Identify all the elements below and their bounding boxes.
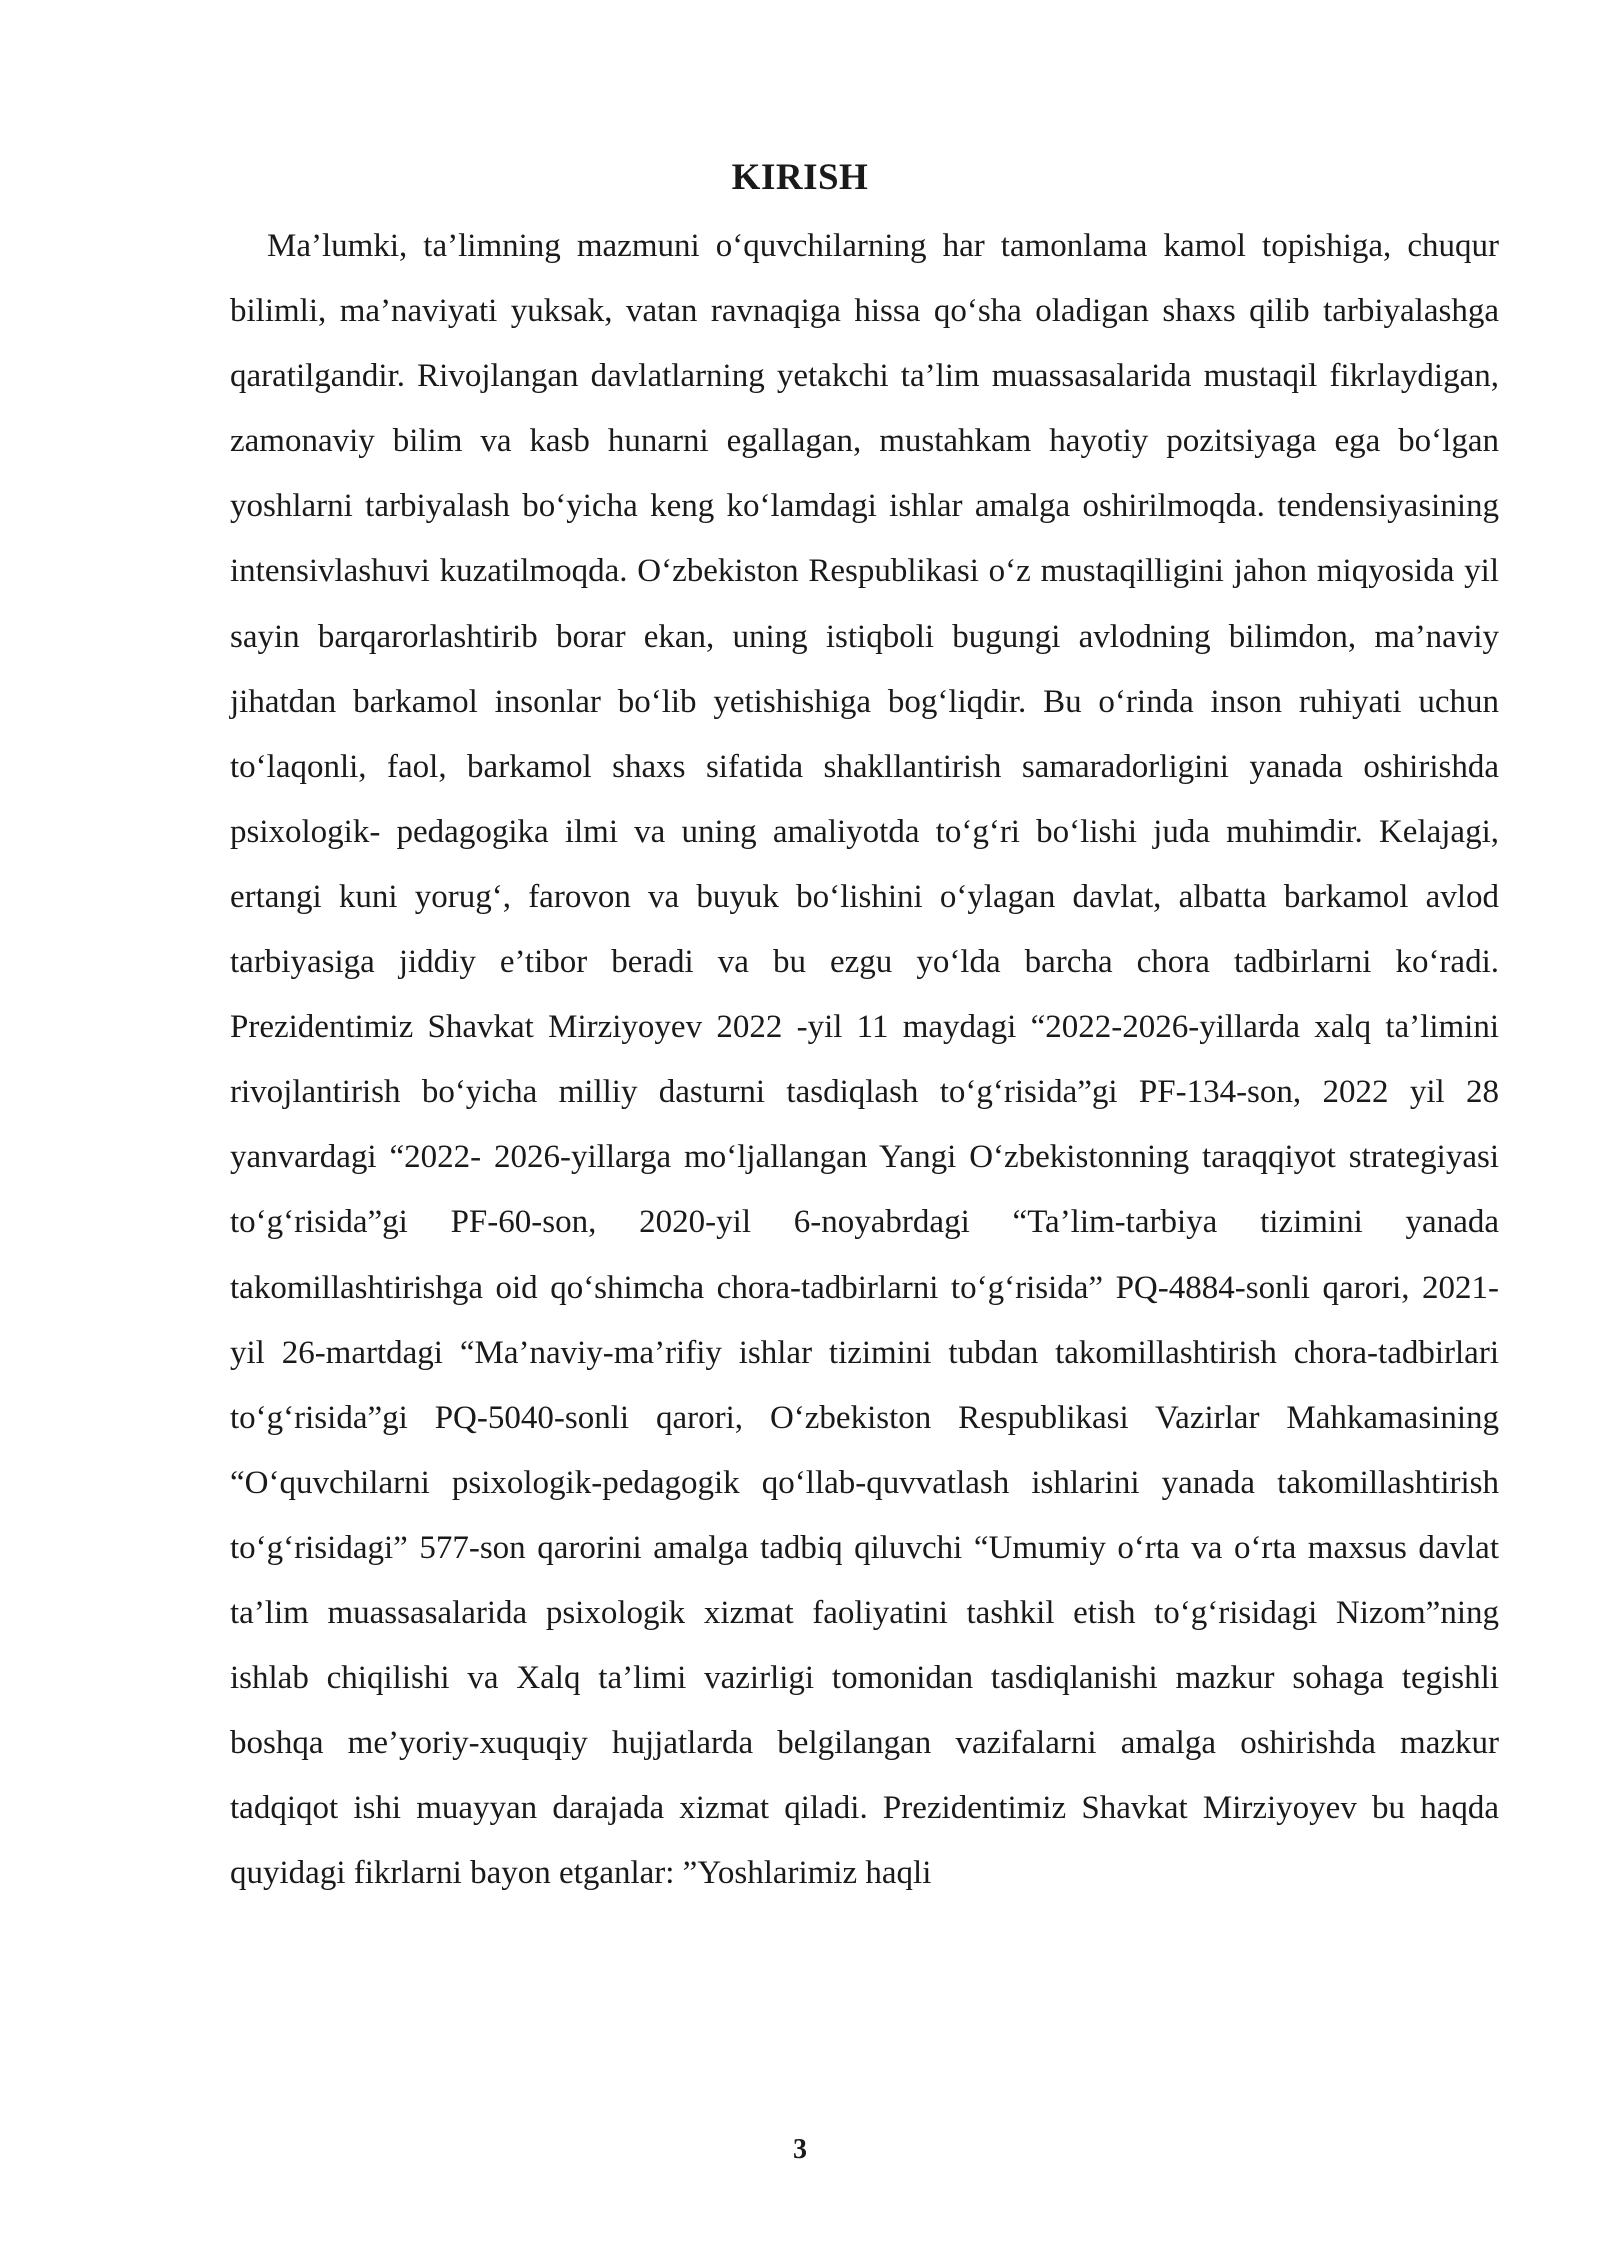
body-paragraph: Ma’lumki, ta’limning mazmuni o‘quvchilarning har tamonlama kamol topishiga, chuqur bilimli, ma’naviyati yuksak, vatan ravnaqiga hissa qo‘sha oladigan shaxs qilib tarbiyalashga qaratilgandir. Rivojlangan davlatlarning yetakchi ta’lim muassasalarida mustaqil fikrlaydigan, zamonaviy bilim va kasb hunarni egallagan, mustahkam hayotiy pozitsiyaga ega bo‘lgan yoshlarni tarbiyalash bo‘yicha keng ko‘lamdagi ishlar amalga oshirilmoqda. tendensiyasining intensivlashuvi kuzatilmoqda. O‘zbekiston Respublikasi o‘z mustaqilligini jahon miqyosida yil sayin barqarorlashtirib borar ekan, uning istiqboli bugungi avlodning bilimdon, ma’naviy jihatdan barkamol insonlar bo‘lib yetishishiga bog‘liqdir. Bu o‘rinda inson ruhiyati uchun to‘laqonli, faol, barkamol shaxs sifatida shakllantirish samaradorligini yanada oshirishda psixologik- pedagogika ilmi va uning amaliyotda to‘g‘ri bo‘lishi juda muhimdir. Kelajagi, ertangi kuni yorug‘, farovon va buyuk bo‘lishini o‘ylagan davlat, albatta barkamol avlod tarbiyasiga jiddiy e’tibor beradi va bu ezgu yo‘lda barcha chora tadbirlarni ko‘radi. Prezidentimiz Shavkat Mirziyoyev 2022 -yil 11 maydagi “2022-2026-yillarda xalq ta’limini rivojlantirish bo‘yicha milliy dasturni tasdiqlash to‘g‘risida”gi PF-134-son, 2022 yil 28 yanvardagi “2022- 2026-yillarga mo‘ljallangan Yangi O‘zbekistonning taraqqiyot strategiyasi to‘g‘risida”gi PF-60-son, 2020-yil 6-noyabrdagi “Ta’lim-tarbiya tizimini yanada takomillashtirishga oid qo‘shimcha chora-tadbirlarni to‘g‘risida” PQ-4884-sonli qarori, 2021-yil 26-martdagi “Ma’naviy-ma’rifiy ishlar tizimini tubdan takomillashtirish chora-tadbirlari to‘g‘risida”gi PQ-5040-sonli qarori, O‘zbekiston Respublikasi Vazirlar Mahkamasining “O‘quvchilarni psixologik-pedagogik qo‘llab-quvvatlash ishlarini yanada takomillashtirish to‘g‘risidagi” 577-son qarorini amalga tadbiq qiluvchi “Umumiy o‘rta va o‘rta maxsus davlat ta’lim muassasalarida psixologik xizmat faoliyatini tashkil etish to‘g‘risidagi Nizom”ning ishlab chiqilishi va Xalq ta’limi vazirligi tomonidan tasdiqlanishi mazkur sohaga tegishli boshqa me’yoriy-xuquqiy hujjatlarda belgilangan vazifalarni amalga oshirishda mazkur tadqiqot ishi muayyan darajada xizmat qiladi. Prezidentimiz Shavkat Mirziyoyev bu haqda quyidagi fikrlarni bayon etganlar: ”Yoshlarimiz haqli (230, 228, 1499, 1892)
page-number: 3 (793, 2134, 807, 2165)
section-heading: KIRISH (731, 157, 869, 198)
